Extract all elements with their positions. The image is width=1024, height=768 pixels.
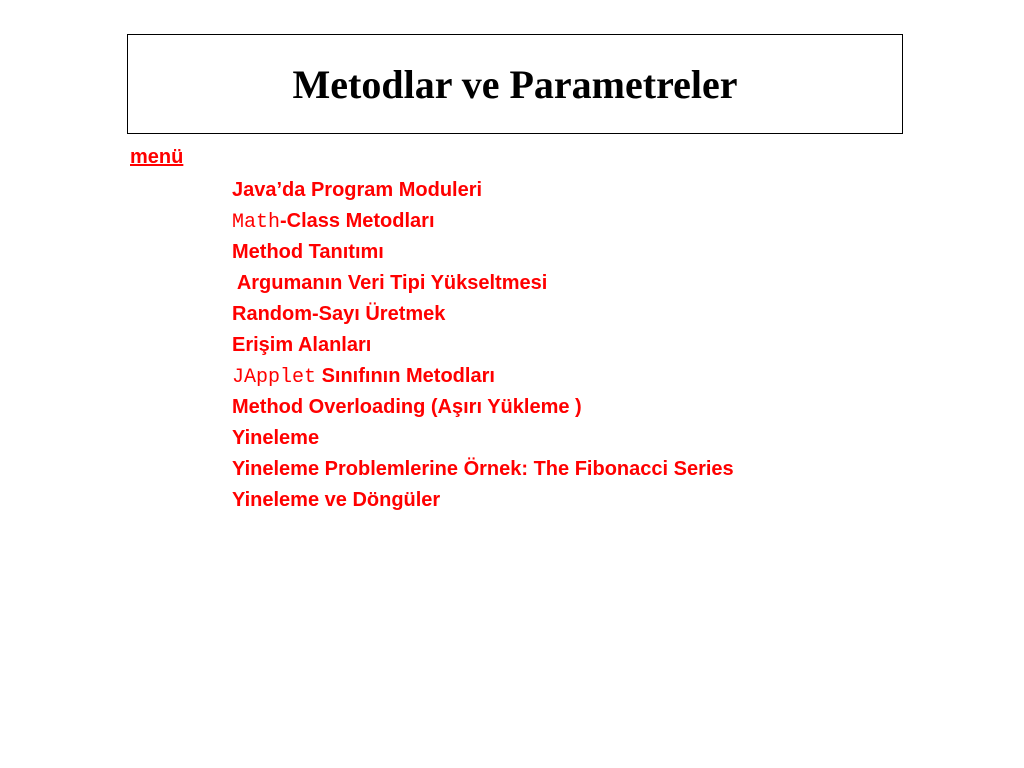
topic-item xyxy=(232,331,734,362)
topic-item xyxy=(232,362,734,393)
topic-item xyxy=(232,393,734,424)
topic-text: -Class Metodları xyxy=(280,210,435,232)
menu-link[interactable]: menü xyxy=(130,146,184,168)
topic-text: Yineleme Problemlerine Örnek: The Fibonacci Series xyxy=(232,458,734,480)
topic-text: Yineleme ve Döngüler xyxy=(232,489,441,511)
topic-text: Random-Sayı Üretmek xyxy=(232,303,446,325)
topic-item xyxy=(232,300,734,331)
topic-text: Method Tanıtımı xyxy=(232,241,384,263)
topic-item xyxy=(232,207,734,238)
code-keyword: Math xyxy=(232,211,281,234)
topic-item xyxy=(232,486,734,517)
title-box xyxy=(127,34,903,134)
topic-list xyxy=(232,176,734,517)
code-keyword: JApplet xyxy=(232,366,317,389)
topic-text: Java’da Program Moduleri xyxy=(232,179,483,201)
slide-title: Metodlar ve Parametreler xyxy=(292,61,738,107)
topic-item xyxy=(232,455,734,486)
topic-item xyxy=(232,269,734,300)
topic-item xyxy=(232,176,734,207)
topic-text: Erişim Alanları xyxy=(232,334,372,356)
topic-text: Argumanın Veri Tipi Yükseltmesi xyxy=(232,272,548,294)
topic-text: Method Overloading (Aşırı Yükleme ) xyxy=(232,396,582,418)
topic-item xyxy=(232,424,734,455)
topic-text: Sınıfının Metodları xyxy=(316,365,495,387)
topic-item xyxy=(232,238,734,269)
topic-text: Yineleme xyxy=(232,427,320,449)
